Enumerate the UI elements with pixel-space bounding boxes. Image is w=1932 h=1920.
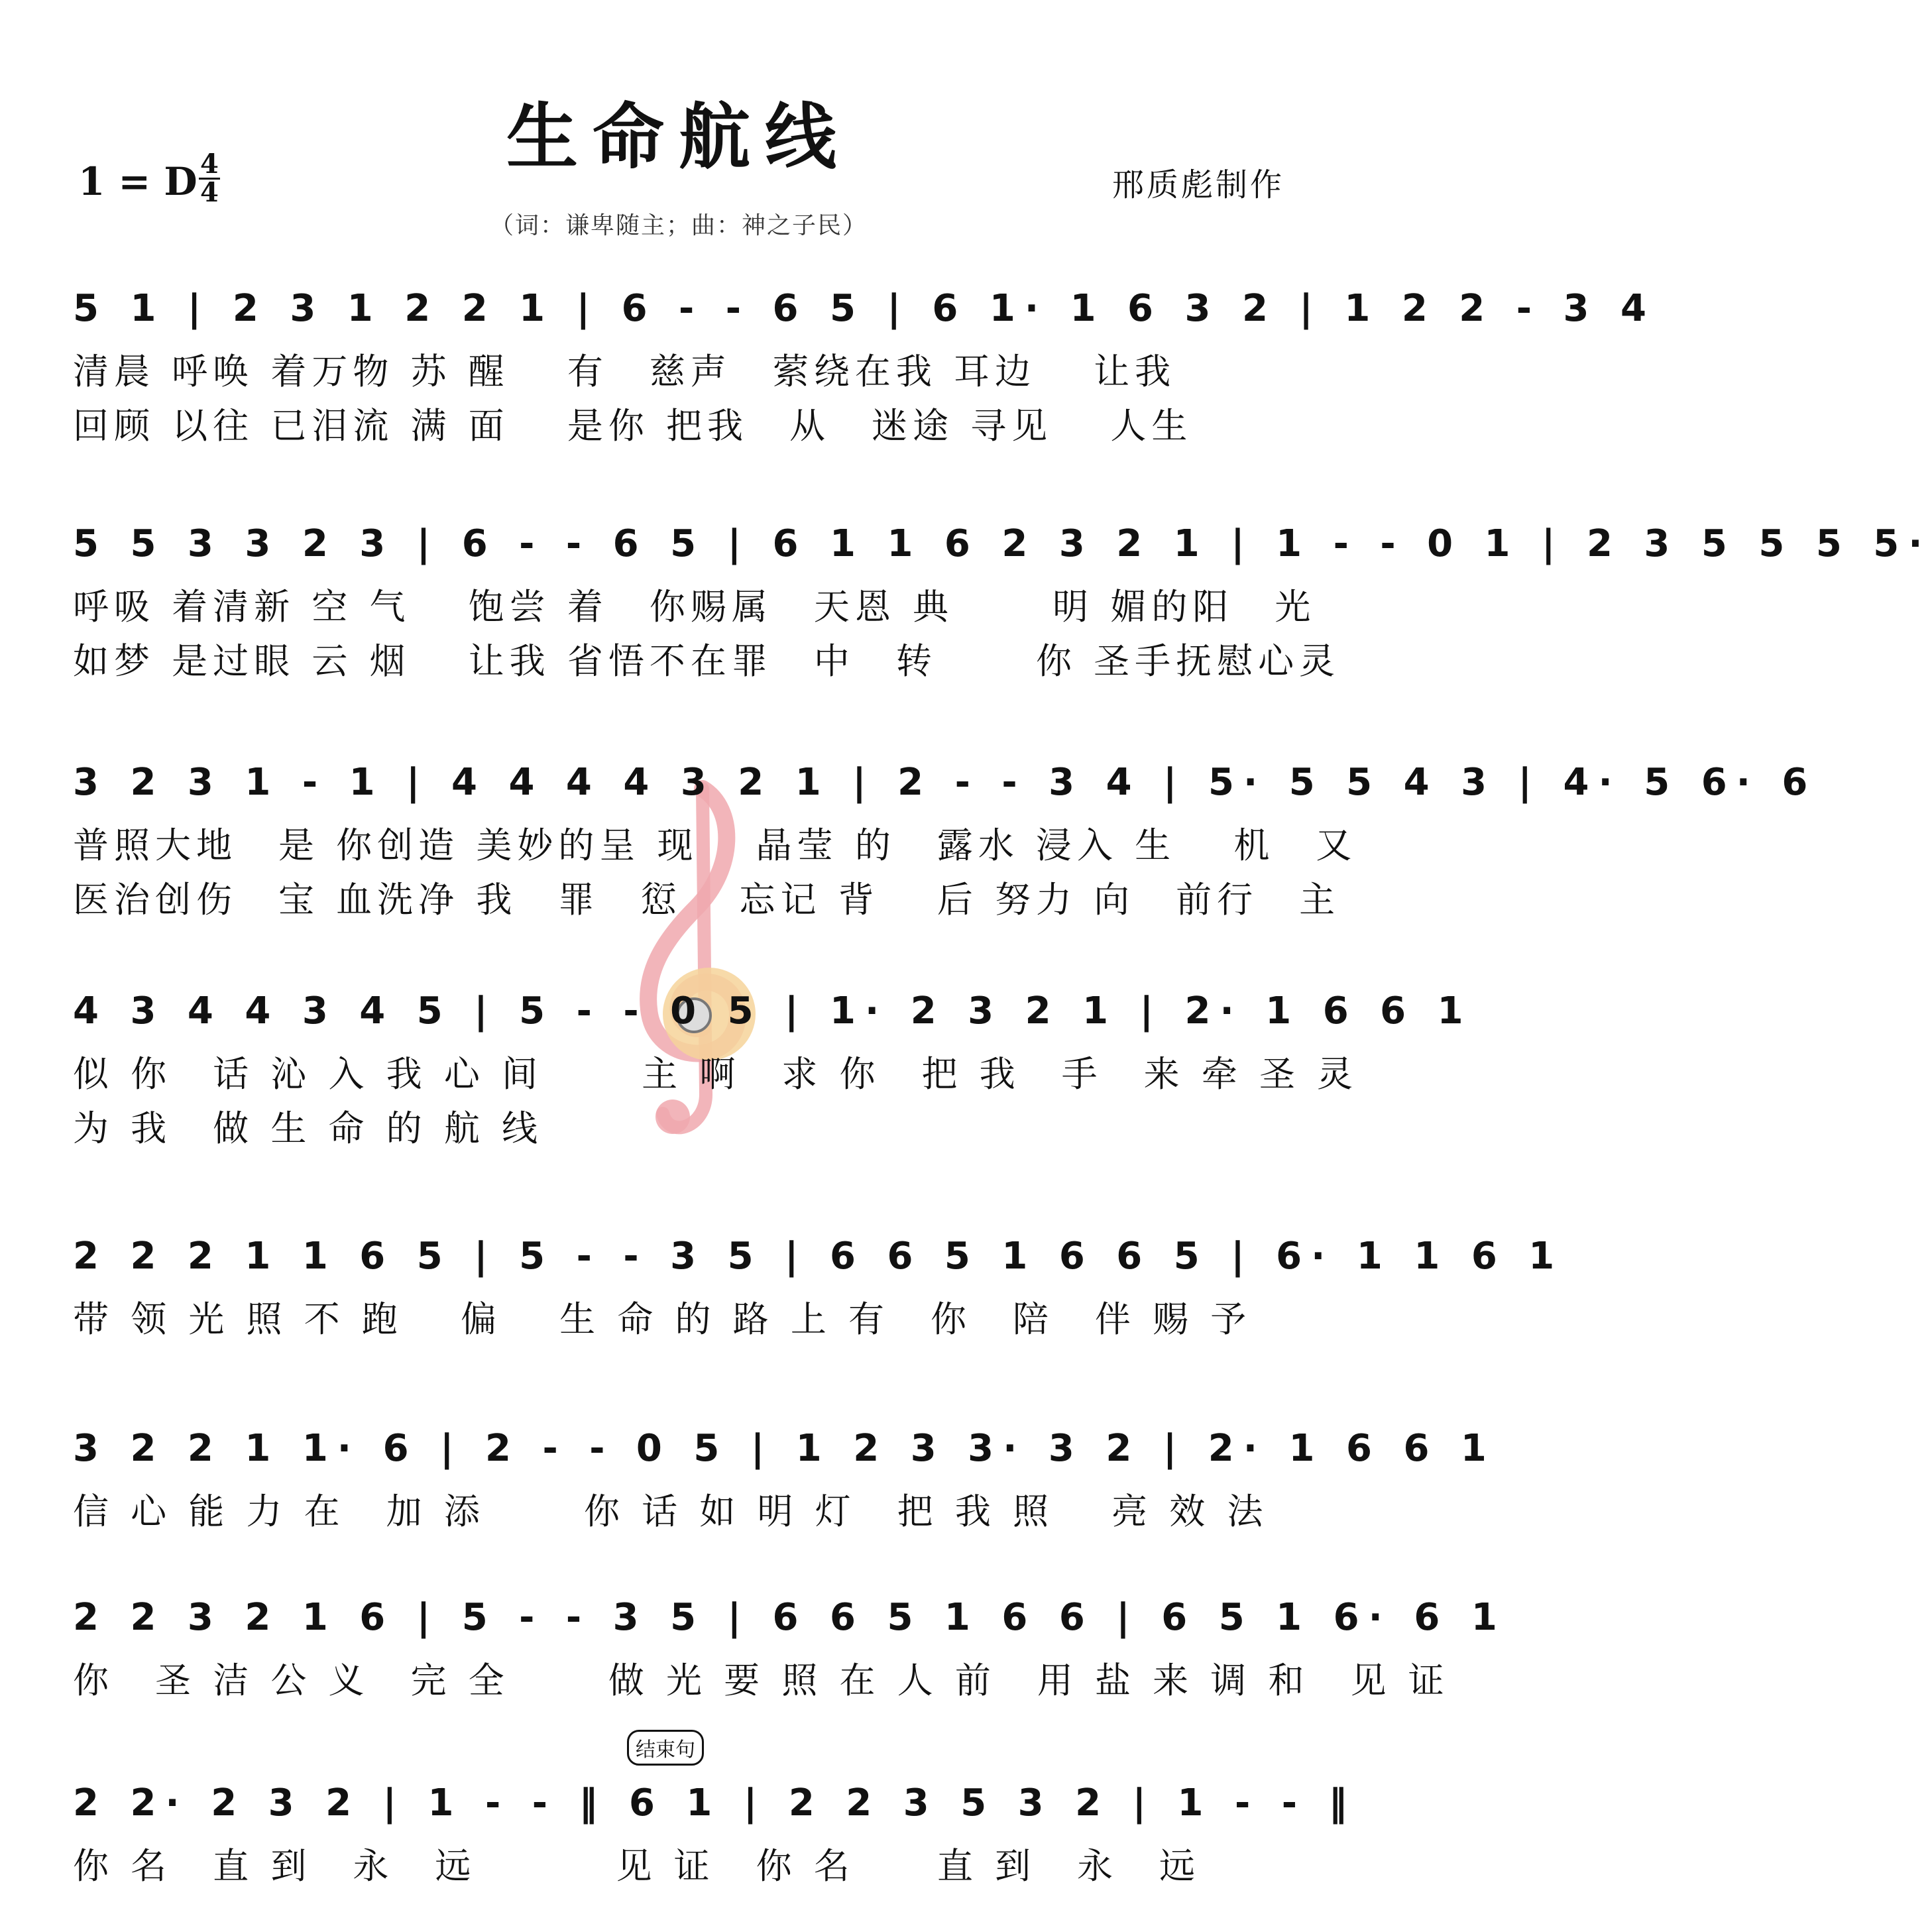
notation-line: 5 5 3 3 2 3 | 6 - - 6 5 | 6 1 1 6 2 3 2 1 | 1 - - 0 1 | 2 3 5 5 5 5· xyxy=(73,522,1932,565)
notation-line: 2 2 3 2 1 6 | 5 - - 3 5 | 6 6 5 1 6 6 | 6 5 1 6· 6 1 xyxy=(73,1595,1506,1639)
lyric-verse-1: 你 名 直 到 永 远 见 证 你 名 直 到 永 远 xyxy=(73,1845,1200,1887)
lyric-verse-1: 普照大地 是 你创造 美妙的呈 现 晶莹 的 露水 浸入 生 机 又 xyxy=(73,824,1357,866)
notation-line: 3 2 2 1 1· 6 | 2 - - 0 5 | 1 2 3 3· 3 2 | 2· 1 6 6 1 xyxy=(73,1426,1496,1470)
system-6 xyxy=(73,1412,1496,1539)
lyric-verse-2: 为 我 做 生 命 的 航 线 xyxy=(73,1107,543,1149)
page-title: 生命航线 xyxy=(506,96,851,179)
time-signature-top: 4 xyxy=(200,148,219,180)
time-signature xyxy=(199,148,220,208)
key-signature: 1 = D xyxy=(78,159,198,204)
lyric-verse-2: 回顾 以往 已泪流 满 面 是你 把我 从 迷途 寻见 人生 xyxy=(73,405,1193,447)
notation-line: 2 2· 2 3 2 | 1 - - ‖ 6 1 | 2 2 3 5 3 2 | 1 - - ‖ xyxy=(73,1781,1357,1825)
lyric-verse-1: 带 领 光 照 不 跑 偏 生 命 的 路 上 有 你 陪 伴 赐 予 xyxy=(73,1298,1252,1340)
system-4 xyxy=(73,974,1473,1156)
notation-line: 3 2 3 1 - 1 | 4 4 4 4 3 2 1 | 2 - - 3 4 | 5· 5 5 4 3 | 4· 5 6· 6 xyxy=(73,760,1817,804)
lyric-verse-2: 医治创伤 宝 血洗净 我 罪 愆 忘记 背 后 努力 向 前行 主 xyxy=(73,879,1341,921)
maker-credit: 邢质彪制作 xyxy=(1111,166,1284,203)
system-2 xyxy=(73,507,1932,689)
lyrics-music-credits: （词：谦卑随主；曲：神之子民） xyxy=(489,212,868,239)
system-1 xyxy=(73,272,1656,453)
notation-line: 2 2 2 1 1 6 5 | 5 - - 3 5 | 6 6 5 1 6 6 5 | 6· 1 1 6 1 xyxy=(73,1234,1564,1278)
system-8 xyxy=(73,1766,1357,1893)
lyric-verse-1: 信 心 能 力 在 加 添 你 话 如 明 灯 把 我 照 亮 效 法 xyxy=(73,1491,1269,1532)
system-3 xyxy=(73,746,1817,927)
lyric-verse-1: 你 圣 洁 公 义 完 全 做 光 要 照 在 人 前 用 盐 来 调 和 见 证 xyxy=(73,1660,1449,1701)
notation-line: 5 1 | 2 3 1 2 2 1 | 6 - - 6 5 | 6 1· 1 6 3 2 | 1 2 2 - 3 4 xyxy=(73,286,1656,330)
ending-phrase-tag: 结束句 xyxy=(627,1730,704,1766)
lyric-verse-1: 呼吸 着清新 空 气 饱尝 着 你赐属 天恩 典 明 媚的阳 光 xyxy=(73,586,1316,628)
lyric-verse-2: 如梦 是过眼 云 烟 让我 省悟不在罪 中 转 你 圣手抚慰心灵 xyxy=(73,640,1341,682)
time-signature-bottom: 4 xyxy=(200,177,219,208)
lyric-verse-1: 清晨 呼唤 着万物 苏 醒 有 慈声 萦绕在我 耳边 让我 xyxy=(73,351,1176,392)
notation-line: 4 3 4 4 3 4 5 | 5 - - 0 5 | 1· 2 3 2 1 | 2· 1 6 6 1 xyxy=(73,989,1473,1033)
system-5 xyxy=(73,1219,1564,1347)
lyric-verse-1: 似 你 话 沁 入 我 心 间 主 啊 求 你 把 我 手 来 牵 圣 灵 xyxy=(73,1053,1359,1095)
system-7 xyxy=(73,1581,1506,1708)
